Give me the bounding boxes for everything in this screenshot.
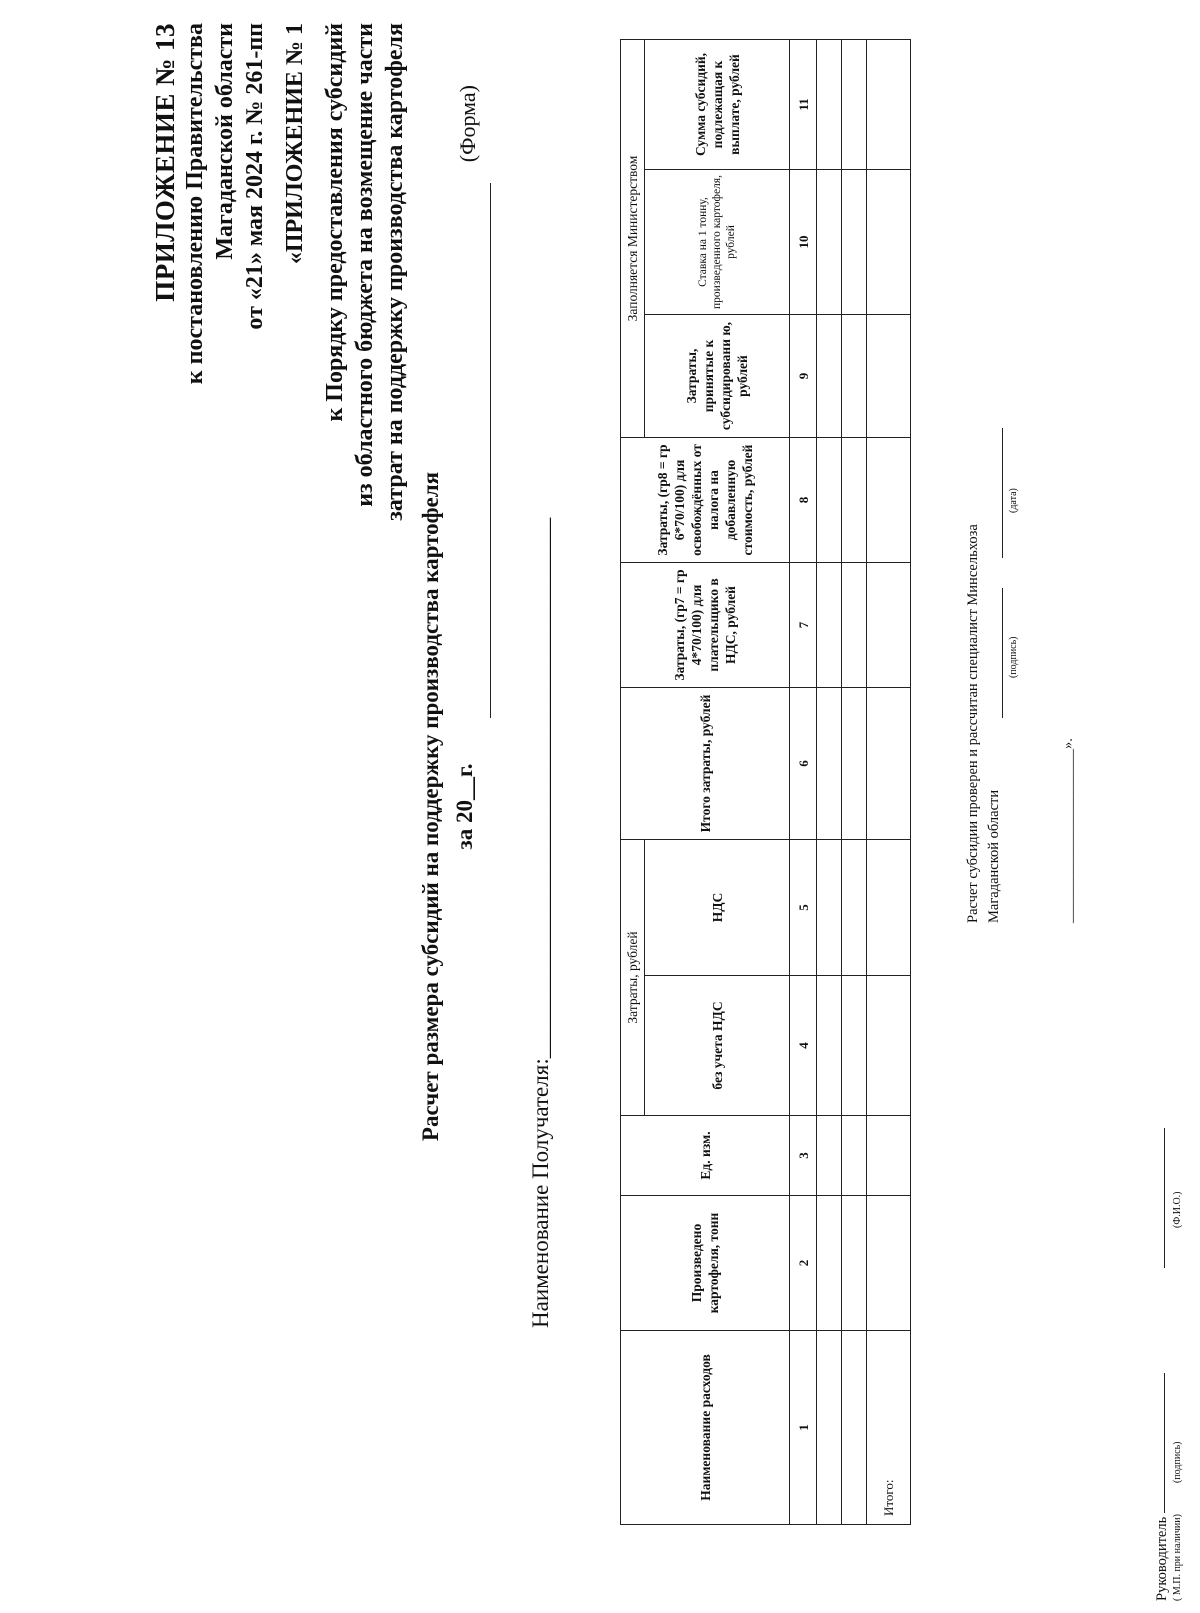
document-title: Расчет размера субсидий на поддержку производства картофеля <box>418 471 443 1142</box>
head-signature-caption: (подпись) <box>1172 1441 1183 1483</box>
table-row[interactable] <box>842 40 867 1525</box>
appendix-header <box>150 23 410 1143</box>
header-costs-group: Затраты, рублей <box>621 840 645 1116</box>
col-num-4: 4 <box>790 976 817 1116</box>
header-rate-per-ton: Ставка на 1 тонну, произведенного картофеля, рублей <box>645 170 790 315</box>
column-number-row <box>790 40 817 1525</box>
header-order-line: к Порядку предоставления субсидий <box>322 23 348 422</box>
header-decree-line: к постановлению Правительства <box>182 23 208 385</box>
head-signature-line[interactable] <box>1164 1373 1165 1513</box>
check-statement-region: Магаданской области <box>986 789 1002 923</box>
header-costs-vat-exempt: Затраты, (гр8 = гр 6*70/100) для освобождённых от налога на добавленную стоимость, рублей <box>621 438 790 563</box>
header-without-vat: без учета НДС <box>645 976 790 1116</box>
col-num-1: 1 <box>790 1331 817 1525</box>
col-num-7: 7 <box>790 563 817 688</box>
specialist-signature-caption: (подпись) <box>1008 636 1019 678</box>
col-num-9: 9 <box>790 315 817 438</box>
header-vat: НДС <box>645 840 790 976</box>
header-purpose-line: затрат на поддержку производства картофеля <box>382 23 408 521</box>
closing-line[interactable]: ________________________». <box>1060 738 1076 923</box>
header-region-line: Магаданской области <box>212 23 238 260</box>
specialist-date-line[interactable] <box>1002 428 1003 558</box>
check-statement: Расчет субсидии проверен и рассчитан специалист Минсельхоза <box>965 524 981 923</box>
header-underline <box>490 183 491 718</box>
header-total-costs: Итого затраты, рублей <box>621 688 790 840</box>
recipient-field[interactable]: Наименование Получателя:_______________________________________________ <box>528 517 553 1328</box>
col-num-8: 8 <box>790 438 817 563</box>
header-produced-tons: Произведено картофеля, тонн <box>621 1196 790 1331</box>
col-num-6: 6 <box>790 688 817 840</box>
header-costs-vat-payers: Затраты, (гр7 = гр 4*70/100) для плательщико в НДС, рублей <box>621 563 790 688</box>
header-annex-line: «ПРИЛОЖЕНИЕ № 1 <box>282 23 308 265</box>
subsidy-calculation-table <box>620 39 911 1525</box>
col-num-10: 10 <box>790 170 817 315</box>
col-num-5: 5 <box>790 840 817 976</box>
total-row[interactable] <box>867 40 911 1525</box>
specialist-signature-line[interactable] <box>1002 588 1003 718</box>
header-accepted-costs: Затраты, принятые к субсидировани ю, рублей <box>645 315 790 438</box>
head-fio-caption: (Ф.И.О.) <box>1172 1191 1183 1228</box>
form-note: (Форма) <box>455 85 480 163</box>
header-date-line: от «21» мая 2024 г. № 261-пп <box>242 23 268 330</box>
col-num-11: 11 <box>790 40 817 170</box>
col-num-2: 2 <box>790 1196 817 1331</box>
header-expense-name: Наименование расходов <box>621 1331 790 1525</box>
header-unit: Ед. изм. <box>621 1116 790 1196</box>
appendix-number: ПРИЛОЖЕНИЕ № 13 <box>150 23 180 302</box>
specialist-date-caption: (дата) <box>1008 488 1019 513</box>
table-row[interactable] <box>817 40 842 1525</box>
head-fio-line[interactable] <box>1164 1128 1165 1268</box>
total-label: Итого: <box>867 1331 911 1525</box>
document-period: за 20__г. <box>452 763 477 850</box>
header-ministry-group: Заполняется Министерством <box>621 40 645 438</box>
header-subsidy-amount: Сумма субсидий, подлежащая к выплате, рублей <box>645 40 790 170</box>
header-budget-line: из областного бюджета на возмещение части <box>352 23 378 507</box>
head-label: Руководитель <box>1154 1516 1170 1601</box>
col-num-3: 3 <box>790 1116 817 1196</box>
mp-note: ( М.П. при наличии) <box>1172 1514 1183 1601</box>
